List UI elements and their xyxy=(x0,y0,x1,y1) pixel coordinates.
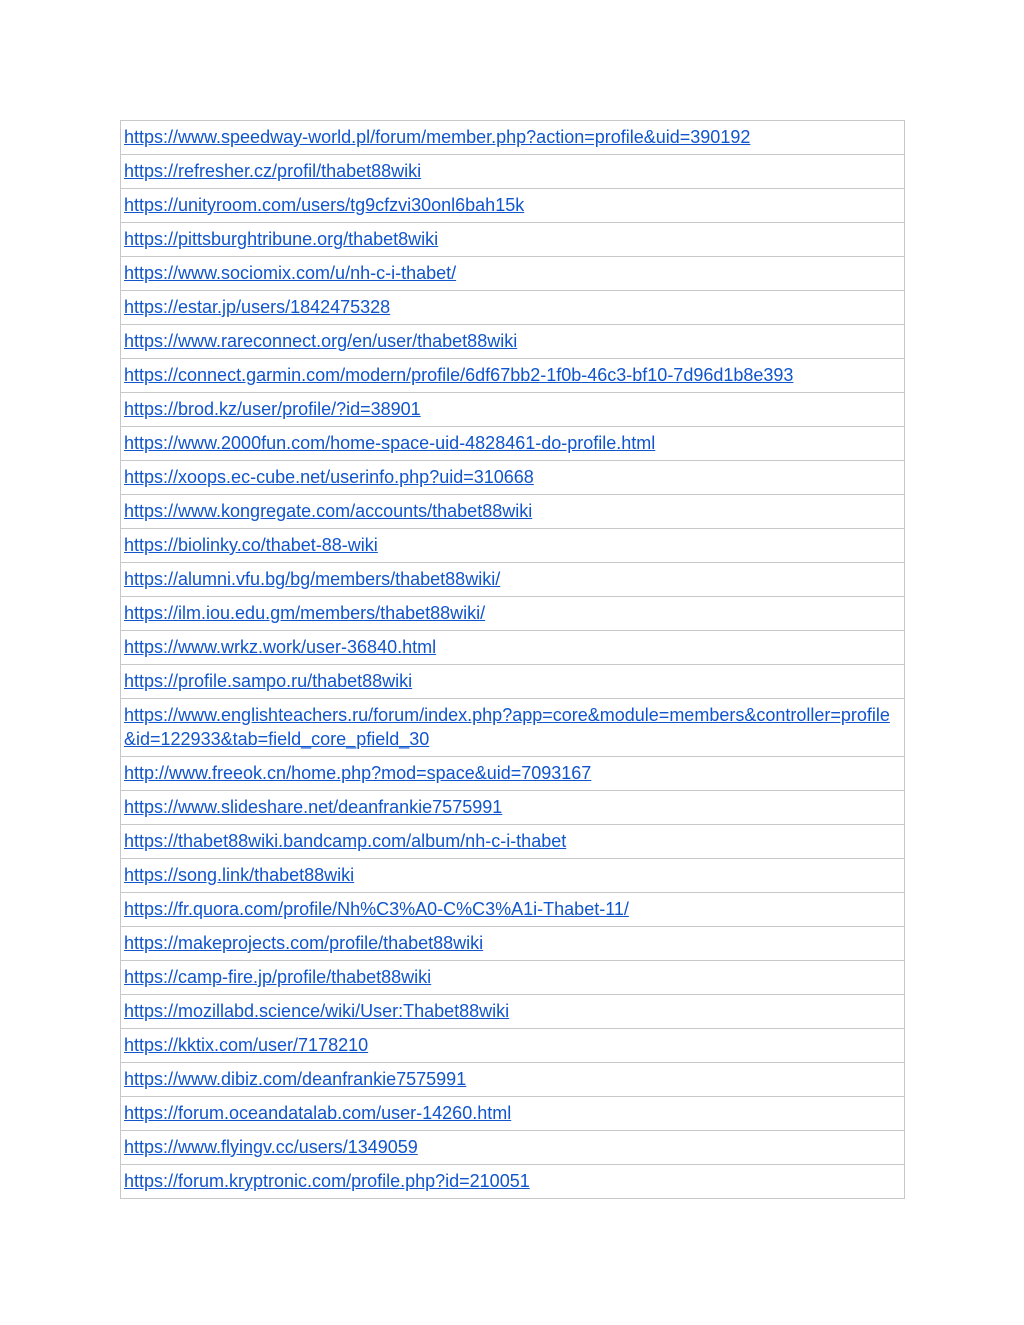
table-row xyxy=(121,291,905,325)
link-cell xyxy=(121,699,905,757)
profile-link[interactable]: https://fr.quora.com/profile/Nh%C3%A0-C%C3%A1i-Thabet-11/ xyxy=(124,899,629,919)
profile-link[interactable]: https://www.slideshare.net/deanfrankie7575991 xyxy=(124,797,503,817)
link-cell xyxy=(121,757,905,791)
links-table xyxy=(120,120,905,1199)
link-cell xyxy=(121,665,905,699)
table-row xyxy=(121,223,905,257)
profile-link[interactable]: https://ilm.iou.edu.gm/members/thabet88wiki/ xyxy=(124,603,486,623)
link-cell xyxy=(121,495,905,529)
link-cell xyxy=(121,155,905,189)
table-row xyxy=(121,1165,905,1199)
profile-link[interactable]: https://biolinky.co/thabet-88-wiki xyxy=(124,535,378,555)
link-cell xyxy=(121,257,905,291)
link-cell xyxy=(121,995,905,1029)
link-cell xyxy=(121,859,905,893)
table-row xyxy=(121,927,905,961)
table-row xyxy=(121,859,905,893)
table-row xyxy=(121,393,905,427)
link-cell xyxy=(121,597,905,631)
table-row xyxy=(121,121,905,155)
profile-link[interactable]: https://forum.oceandatalab.com/user-14260.html xyxy=(124,1103,512,1123)
table-row xyxy=(121,325,905,359)
profile-link[interactable]: https://www.speedway-world.pl/forum/member.php?action=profile&uid=390192 xyxy=(124,127,751,147)
table-row xyxy=(121,155,905,189)
profile-link[interactable]: https://alumni.vfu.bg/bg/members/thabet88wiki/ xyxy=(124,569,501,589)
profile-link[interactable]: https://refresher.cz/profil/thabet88wiki xyxy=(124,161,422,181)
link-cell xyxy=(121,927,905,961)
link-cell xyxy=(121,359,905,393)
table-row xyxy=(121,961,905,995)
table-row xyxy=(121,699,905,757)
profile-link[interactable]: https://profile.sampo.ru/thabet88wiki xyxy=(124,671,413,691)
link-cell xyxy=(121,631,905,665)
link-cell xyxy=(121,1063,905,1097)
table-row xyxy=(121,563,905,597)
table-row xyxy=(121,1029,905,1063)
table-row xyxy=(121,791,905,825)
profile-link[interactable]: https://camp-fire.jp/profile/thabet88wiki xyxy=(124,967,432,987)
link-cell xyxy=(121,1131,905,1165)
table-row xyxy=(121,529,905,563)
table-row xyxy=(121,825,905,859)
link-cell xyxy=(121,189,905,223)
profile-link[interactable]: https://kktix.com/user/7178210 xyxy=(124,1035,369,1055)
table-row xyxy=(121,893,905,927)
profile-link[interactable]: https://makeprojects.com/profile/thabet88wiki xyxy=(124,933,484,953)
profile-link[interactable]: https://xoops.ec-cube.net/userinfo.php?uid=310668 xyxy=(124,467,534,487)
profile-link[interactable]: https://mozillabd.science/wiki/User:Thabet88wiki xyxy=(124,1001,510,1021)
table-row xyxy=(121,597,905,631)
profile-link[interactable]: https://connect.garmin.com/modern/profile/6df67bb2-1f0b-46c3-bf10-7d96d1b8e393 xyxy=(124,365,794,385)
link-cell xyxy=(121,1029,905,1063)
table-row xyxy=(121,359,905,393)
link-cell xyxy=(121,1165,905,1199)
table-row xyxy=(121,427,905,461)
link-cell xyxy=(121,825,905,859)
profile-link[interactable]: https://www.sociomix.com/u/nh-c-i-thabet/ xyxy=(124,263,457,283)
profile-link[interactable]: https://brod.kz/user/profile/?id=38901 xyxy=(124,399,421,419)
link-cell xyxy=(121,461,905,495)
profile-link[interactable]: https://www.dibiz.com/deanfrankie7575991 xyxy=(124,1069,467,1089)
profile-link[interactable]: https://forum.kryptronic.com/profile.php?id=210051 xyxy=(124,1171,530,1191)
table-row xyxy=(121,665,905,699)
table-row xyxy=(121,257,905,291)
table-row xyxy=(121,189,905,223)
link-cell xyxy=(121,893,905,927)
profile-link[interactable]: https://estar.jp/users/1842475328 xyxy=(124,297,391,317)
table-row xyxy=(121,1131,905,1165)
link-cell xyxy=(121,325,905,359)
link-cell xyxy=(121,393,905,427)
profile-link[interactable]: https://pittsburghtribune.org/thabet8wiki xyxy=(124,229,439,249)
link-cell xyxy=(121,121,905,155)
table-row xyxy=(121,461,905,495)
table-row xyxy=(121,1063,905,1097)
profile-link[interactable]: http://www.freeok.cn/home.php?mod=space&uid=7093167 xyxy=(124,763,592,783)
profile-link[interactable]: https://thabet88wiki.bandcamp.com/album/nh-c-i-thabet xyxy=(124,831,567,851)
profile-link[interactable]: https://www.rareconnect.org/en/user/thabet88wiki xyxy=(124,331,518,351)
link-cell xyxy=(121,961,905,995)
profile-link[interactable]: https://unityroom.com/users/tg9cfzvi30onl6bah15k xyxy=(124,195,525,215)
profile-link[interactable]: https://www.englishteachers.ru/forum/index.php?app=core&module=members&controller=profile&id=122933&tab=field_core_pfield_30 xyxy=(124,705,890,749)
links-table-body xyxy=(121,121,905,1199)
link-cell xyxy=(121,427,905,461)
profile-link[interactable]: https://www.wrkz.work/user-36840.html xyxy=(124,637,437,657)
link-cell xyxy=(121,791,905,825)
link-cell xyxy=(121,291,905,325)
table-row xyxy=(121,995,905,1029)
link-cell xyxy=(121,223,905,257)
profile-link[interactable]: https://www.kongregate.com/accounts/thabet88wiki xyxy=(124,501,533,521)
link-cell xyxy=(121,1097,905,1131)
profile-link[interactable]: https://song.link/thabet88wiki xyxy=(124,865,355,885)
table-row xyxy=(121,495,905,529)
table-row xyxy=(121,757,905,791)
profile-link[interactable]: https://www.flyingv.cc/users/1349059 xyxy=(124,1137,418,1157)
table-row xyxy=(121,631,905,665)
link-cell xyxy=(121,529,905,563)
link-cell xyxy=(121,563,905,597)
table-row xyxy=(121,1097,905,1131)
profile-link[interactable]: https://www.2000fun.com/home-space-uid-4828461-do-profile.html xyxy=(124,433,656,453)
